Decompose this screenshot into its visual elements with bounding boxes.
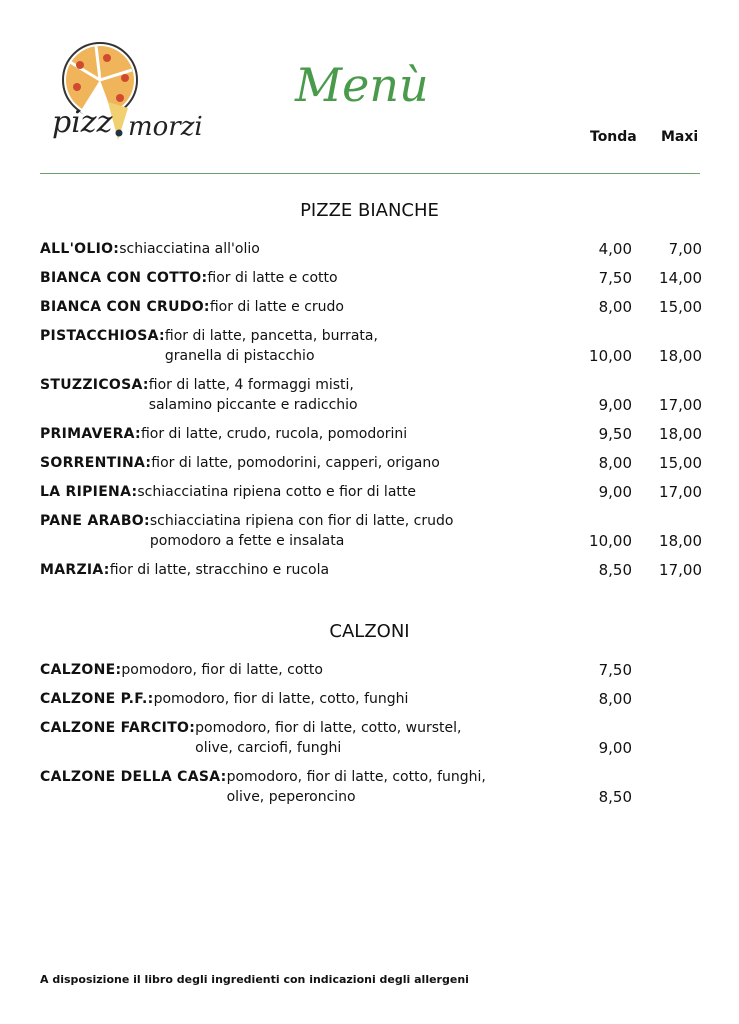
price-tonda: 9,00	[598, 483, 632, 501]
price-maxi: 18,00	[659, 425, 702, 443]
item-description	[210, 297, 344, 317]
page-title: Menù	[295, 58, 429, 112]
price-tonda: 9,00	[598, 396, 632, 414]
item-name: MARZIA:	[40, 562, 110, 578]
item-description	[119, 239, 260, 259]
menu-item	[40, 326, 702, 366]
item-description	[151, 453, 440, 473]
item-name: PRIMAVERA:	[40, 426, 141, 442]
item-name: STUZZICOSA:	[40, 377, 149, 393]
price-tonda: 4,00	[598, 240, 632, 258]
price-tonda: 7,50	[598, 269, 632, 287]
section-title-pizze-bianche: PIZZE BIANCHE	[300, 200, 439, 221]
description-line: olive, carciofi, funghi	[195, 740, 342, 756]
pizzamorzi-logo	[50, 40, 230, 145]
menu-item	[40, 239, 702, 259]
description-line: fior di latte, stracchino e rucola	[109, 562, 330, 578]
calzoni-list	[40, 660, 702, 816]
price-tonda: 8,00	[598, 690, 632, 708]
price-maxi: 17,00	[659, 396, 702, 414]
item-description	[227, 767, 486, 807]
item-name: CALZONE FARCITO:	[40, 720, 196, 736]
price-maxi: 7,00	[668, 240, 702, 258]
menu-item	[40, 453, 702, 473]
item-description	[195, 718, 461, 758]
description-line: schiacciatina ripiena cotto e fior di latte	[137, 484, 416, 500]
description-line: pomodoro, fior di latte, cotto, funghi	[153, 691, 409, 707]
item-description	[165, 326, 378, 366]
description-line: schiacciatina ripiena con fior di latte, crudo	[149, 513, 454, 529]
item-name: LA RIPIENA:	[40, 484, 138, 500]
description-line: fior di latte, crudo, rucola, pomodorini	[140, 426, 408, 442]
description-line: salamino piccante e radicchio	[148, 397, 358, 413]
description-line: olive, peperoncino	[226, 789, 356, 805]
price-tonda: 9,50	[598, 425, 632, 443]
description-line: fior di latte e cotto	[207, 270, 338, 286]
menu-item	[40, 268, 702, 288]
price-tonda: 8,00	[598, 454, 632, 472]
item-name: PANE ARABO:	[40, 513, 150, 529]
menu-item	[40, 718, 702, 758]
menu-item	[40, 424, 702, 444]
price-tonda: 10,00	[589, 347, 632, 365]
section-title-calzoni: CALZONI	[329, 621, 410, 642]
column-header-maxi: Maxi	[661, 129, 699, 145]
svg-text:morzi: morzi	[128, 112, 203, 142]
menu-item	[40, 689, 702, 709]
item-name: BIANCA CON CRUDO:	[40, 299, 210, 315]
header-divider	[40, 173, 700, 174]
description-line: fior di latte, 4 formaggi misti,	[148, 377, 354, 393]
item-name: CALZONE:	[40, 662, 122, 678]
pizze-bianche-list	[40, 239, 702, 589]
description-line: pomodoro, fior di latte, cotto, funghi,	[226, 769, 486, 785]
price-maxi: 18,00	[659, 532, 702, 550]
description-line: fior di latte e crudo	[209, 299, 344, 315]
price-tonda: 10,00	[589, 532, 632, 550]
price-maxi: 15,00	[659, 454, 702, 472]
price-tonda: 9,00	[598, 739, 632, 757]
item-name: PISTACCHIOSA:	[40, 328, 165, 344]
menu-item	[40, 375, 702, 415]
item-description	[141, 424, 407, 444]
item-name: ALL'OLIO:	[40, 241, 120, 257]
price-tonda: 7,50	[598, 661, 632, 679]
item-name: BIANCA CON COTTO:	[40, 270, 208, 286]
item-name: CALZONE P.F.:	[40, 691, 154, 707]
price-tonda: 8,50	[598, 561, 632, 579]
menu-item	[40, 482, 702, 502]
item-name: CALZONE DELLA CASA:	[40, 769, 227, 785]
description-line: fior di latte, pomodorini, capperi, origano	[151, 455, 440, 471]
price-tonda: 8,50	[598, 788, 632, 806]
description-line: pomodoro, fior di latte, cotto, wurstel,	[195, 720, 462, 736]
item-description	[121, 660, 323, 680]
menu-item	[40, 297, 702, 317]
menu-item	[40, 767, 702, 807]
svg-text:pizz: pizz	[52, 105, 113, 140]
menu-item	[40, 660, 702, 680]
description-line: pomodoro, fior di latte, cotto	[121, 662, 323, 678]
price-maxi: 14,00	[659, 269, 702, 287]
item-description	[150, 511, 454, 551]
menu-item	[40, 560, 702, 580]
item-description	[137, 482, 416, 502]
price-tonda: 8,00	[598, 298, 632, 316]
menu-item	[40, 511, 702, 551]
description-line: granella di pistacchio	[164, 348, 315, 364]
allergen-note: A disposizione il libro degli ingredienti con indicazioni degli allergeni	[40, 973, 469, 986]
item-name: SORRENTINA:	[40, 455, 152, 471]
price-maxi: 17,00	[659, 483, 702, 501]
item-description	[110, 560, 329, 580]
column-header-tonda: Tonda	[590, 129, 637, 145]
item-description	[207, 268, 337, 288]
description-line: fior di latte, pancetta, burrata,	[164, 328, 378, 344]
item-description	[154, 689, 409, 709]
description-line: schiacciatina all'olio	[119, 241, 260, 257]
item-description	[149, 375, 358, 415]
price-maxi: 18,00	[659, 347, 702, 365]
price-maxi: 17,00	[659, 561, 702, 579]
price-maxi: 15,00	[659, 298, 702, 316]
description-line: pomodoro a fette e insalata	[149, 533, 345, 549]
